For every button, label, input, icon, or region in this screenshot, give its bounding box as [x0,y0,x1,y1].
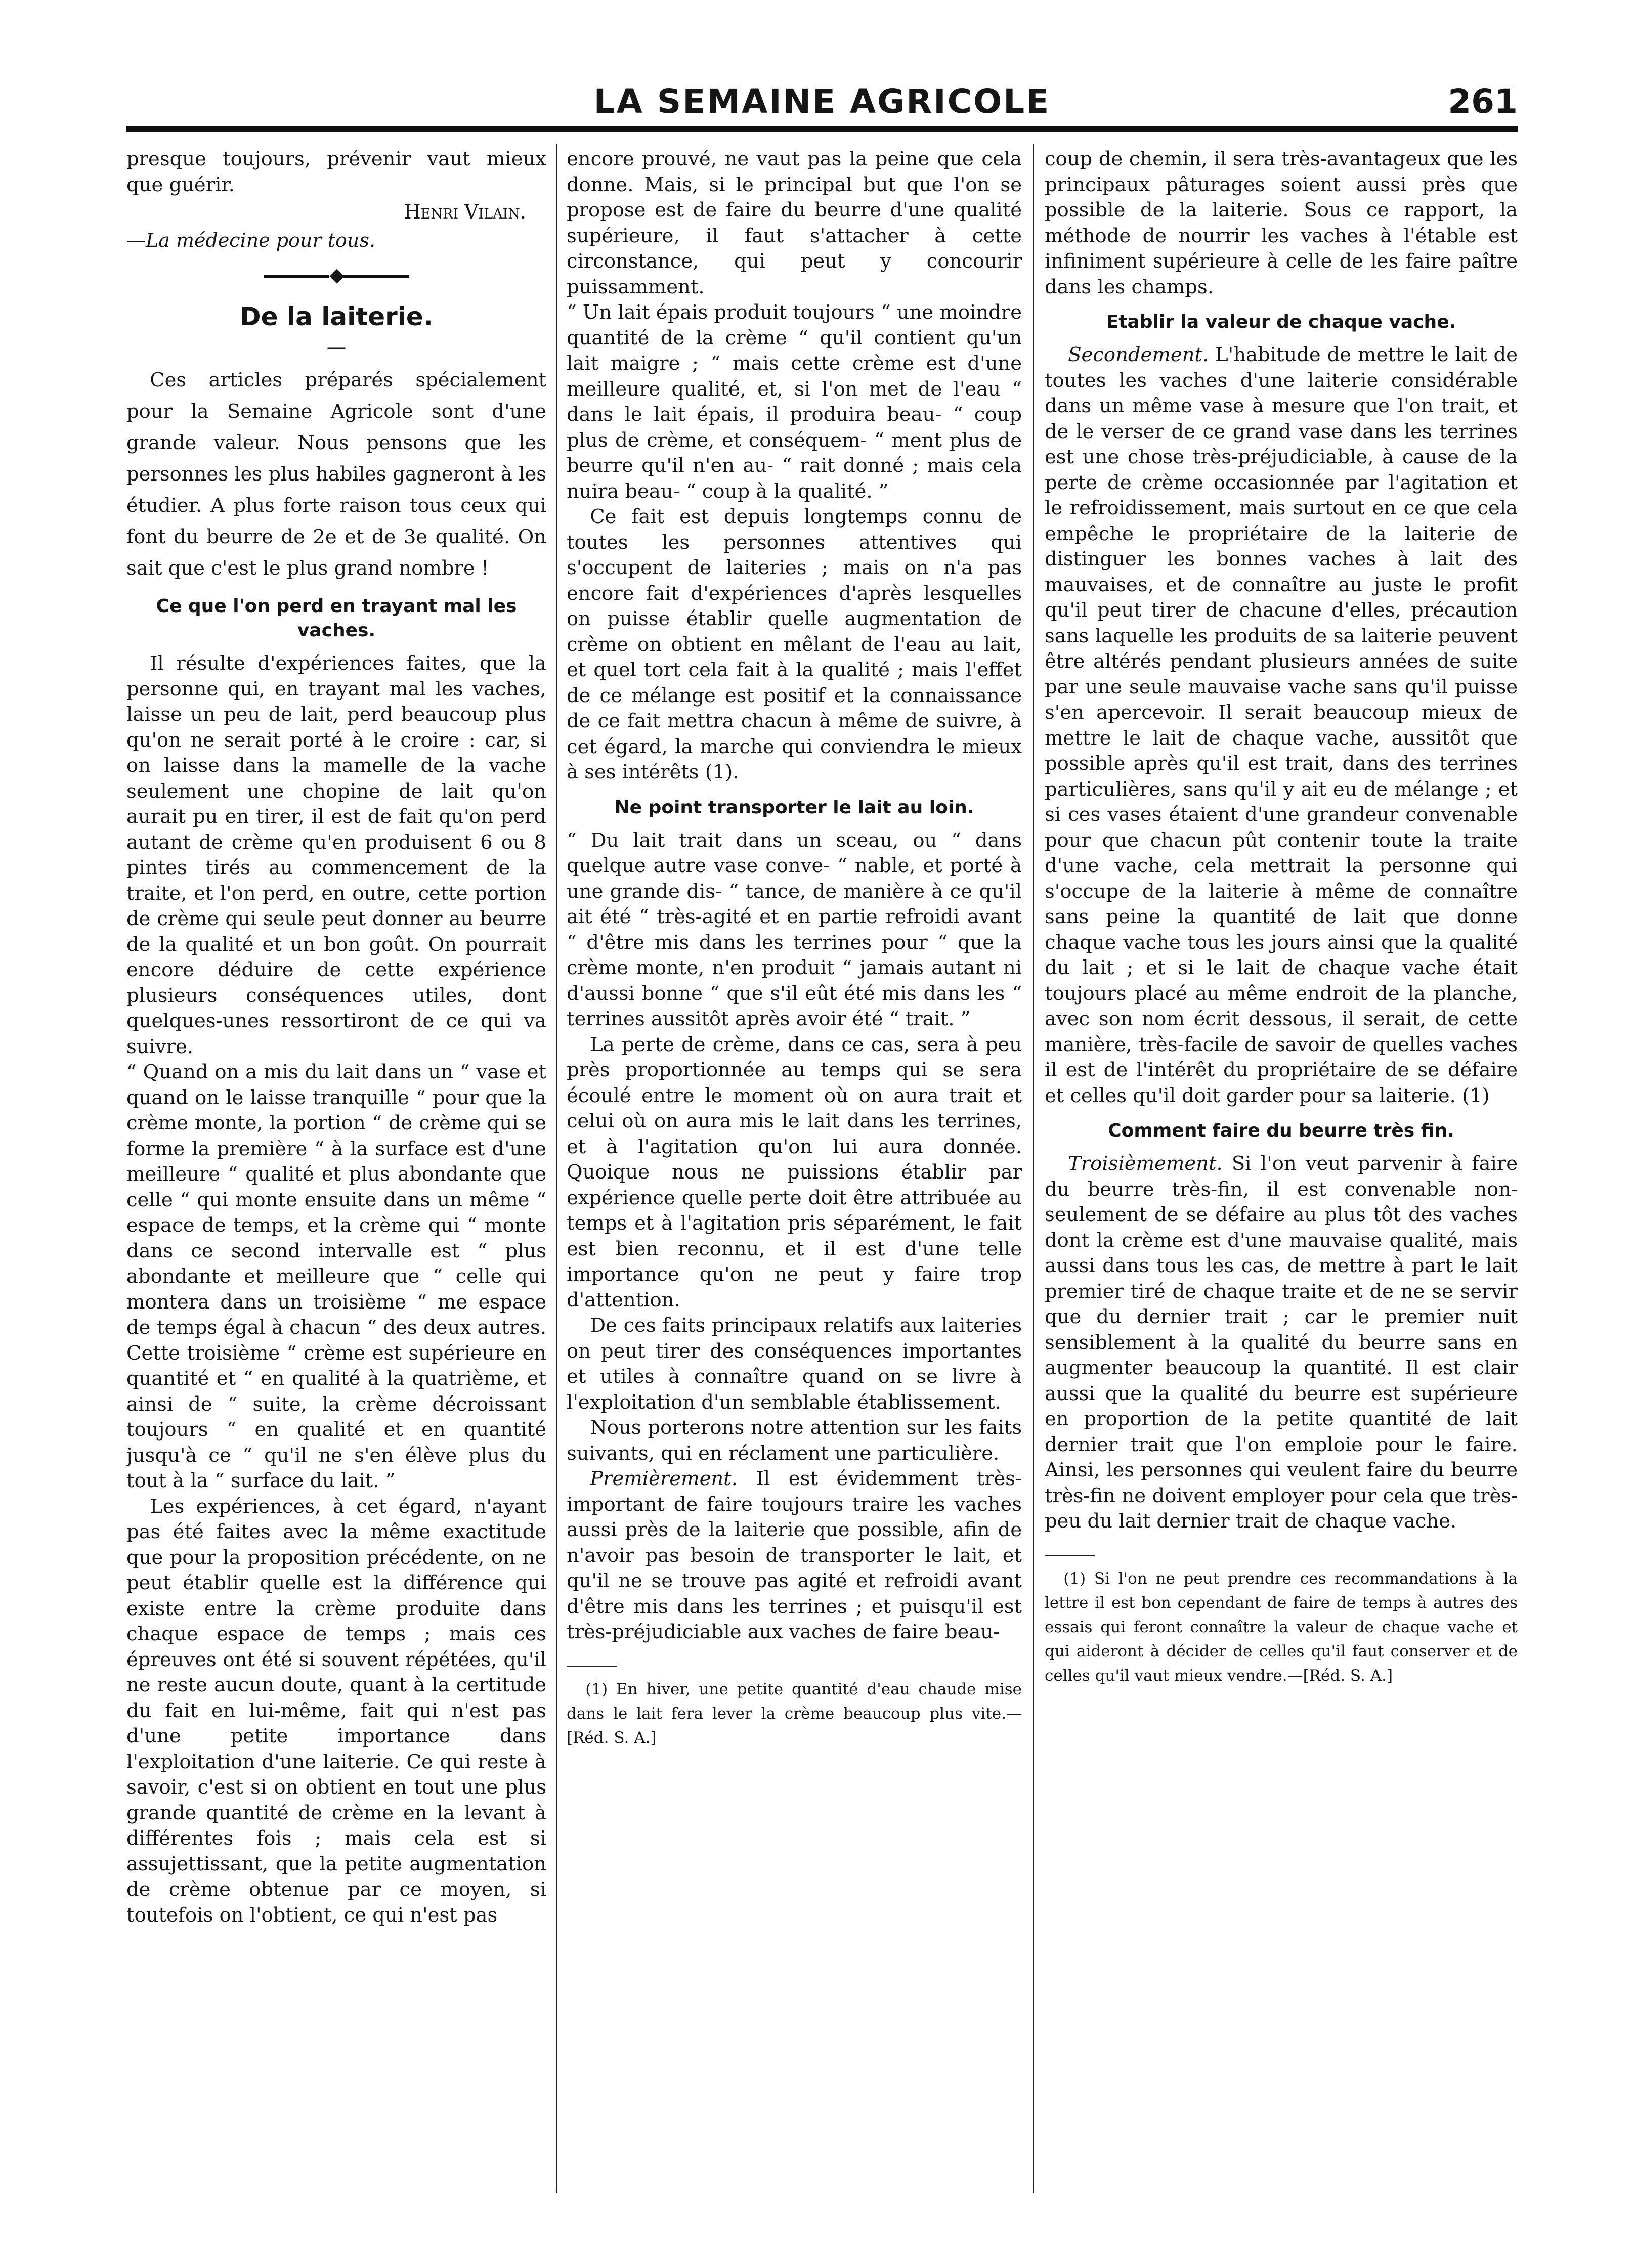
column-3 [1045,147,1518,2185]
subheading: Comment faire du beurre très fin. [1108,1120,1454,1141]
paragraph: Les expériences, à cet égard, n'ayant pas été faites avec la même exactitude que pour la proposition précédente, on ne peut établir quelle est la différence qui existe entre la crème produite dans chaque espace de temps ; mais ces épreuves ont été si souvent répétées, qu'il ne reste aucun doute, quant à la certitude du fait en lui-même, fait qui n'est pas d'une petite importance dans l'exploitation d'une laiterie. Ce qui reste à savoir, c'est si on obtient en tout une plus grande quantité de crème en la levant à différentes fois ; mais cela est si assujettissant, que la petite augmentation de crème obtenue par ce moyen, si toutefois on l'obtient, ce qui n'est pas [126,1495,546,1927]
paragraph: encore prouvé, ne vaut pas la peine que cela donne. Mais, si le principal but que l'on se propose est de faire du beurre d'une qualité supérieure, il faut s'attacher à cette circonstance, qui peut y concourir puissamment. [567,148,1022,298]
paragraph-text: Si l'on veut parvenir à faire du beurre très-fin, il est convenable non-seulement de se défaire au plus tôt des vaches dont la crème est d'une mauvaise qualité, mais aussi dans tous les cas, de mettre à part le lait premier tiré de chaque traite et de ne se servir que du dernier trait ; car le premier nuit sensiblement à la qualité du beurre sans en augmenter beaucoup la quantité. Il est clair aussi que la qualité du beurre est supérieure en proportion de la petite quantité de lait dernier trait que l'on emploie pour le faire. Ainsi, les personnes qui veulent faire du beurre très-fin ne doivent employer pour cela que très-peu du lait dernier trait de chaque vache. [1045,1152,1518,1533]
column-divider-2 [1033,144,1034,2193]
author-signature: Henri Vilain. [404,201,526,223]
page-number: 261 [1448,82,1518,121]
paragraph: presque toujours, prévenir vaut mieux que guérir. [126,148,546,196]
paragraph [1045,1151,1518,1535]
subheading: Ne point transporter le lait au loin. [614,797,974,818]
paragraph-text: L'habitude de mettre le lait de toutes les vaches d'une laiterie considérable dans un même vase à mesure que l'on trait, et de le verser de ce grand vase dans les terrines est une chose très-préjudiciable, à cause de la perte de crème occasionnée par l'agitation et le refroidissement, mais surtout en ce que cela empêche le propriétaire de la laiterie de distinguer les bonnes vaches à lait des mauvaises, et de connaître au juste le profit qu'il peut tirer de chacune d'elles, précaution sans laquelle les produits de sa laiterie peuvent être altérés pendant plusieurs années de suite par une seule mauvaise vache sans qu'il puisse s'en apercevoir. Il serait beaucoup mieux de mettre le lait de chaque vache, aussitôt que possible après qu'il est trait, dans des terrines particulières, sans qu'il y ait eu de mélange ; et si ces vases étaient d'une grandeur convenable pour que chacun pût contenir toute la traite d'une vache, cela mettrait la personne qui s'occupe de la laiterie à même de connaître sans peine la quantité de lait que donne chaque vache tous les jours ainsi que la qualité du lait ; et si le lait de chaque vache était toujours placé au même endroit de la planche, avec son nom écrit dessous, il serait, de cette manière, très-facile de savoir de quelles vaches il est de l'intérêt du propriétaire de se défaire et celles qu'il doit garder pour sa laiterie. (1) [1045,343,1518,1107]
column-1 [126,147,546,2185]
footnote: (1) En hiver, une petite quantité d'eau chaude mise dans le lait fera lever la crème beaucoup plus vite.—[Réd. S. A.] [567,1680,1022,1747]
paragraph: Nous porterons notre attention sur les faits suivants, qui en réclament une particulière. [567,1416,1022,1465]
source-credit: —La médecine pour tous. [126,229,375,251]
paragraph-text: Il est évidemment très-important de faire toujours traire les vaches aussi près de la laiterie que possible, afin de n'avoir pas besoin de transporter le lait, et qu'il ne se trouve pas agité et refroidi avant d'être mis dans les terrines ; et puisqu'il est très-préjudiciable aux vaches de faire beau- [567,1467,1022,1643]
lead-word: Troisièmement. [1068,1152,1223,1175]
section-dash: — [326,336,347,359]
quotation: “ Quand on a mis du lait dans un “ vase et quand on le laisse tranquille “ pour que la crème monte, la portion “ de crème qui se forme la première “ à la surface est d'une meilleure “ qualité et plus abondante que celle “ qui monte ensuite dans un même “ espace de temps, et la crème qui “ monte dans ce second intervalle est “ plus abondante et meilleure que “ celle qui montera dans un troisième “ me espace de temps égal à chacun “ des deux autres. Cette troisième “ crème est supérieure en quantité et “ en qualité à la quatrième, et ainsi de “ suite, la crème décroissant toujours “ en qualité et en quantité jusqu'à ce “ qu'il ne s'en élève plus du tout à la “ surface du lait. ” [126,1061,546,1492]
ornament-divider: ◆ [126,259,546,290]
footnote-rule [567,1666,617,1667]
header-rule [126,126,1518,132]
intro-paragraph: Ces articles préparés spécialement pour la Semaine Agricole sont d'une grande valeur. Nous pensons que les personnes les plus habiles gagneront à les étudier. A plus forte raison tous ceux qui font du beurre de 2e et de 3e qualité. On sait que c'est le plus grand nombre ! [126,369,546,580]
column-2 [567,147,1022,2185]
publication-title: LA SEMAINE AGRICOLE [593,82,1051,121]
paragraph: Ce fait est depuis longtemps connu de toutes les personnes attentives qui s'occupent de laiteries ; mais on n'a pas encore fait d'expériences d'après lesquelles on puisse établir quelle augmentation de crème on obtient en mêlant de l'eau au lait, et quel tort cela fait à la qualité ; mais l'effet de ce mélange est positif et la connaissance de ce fait mettra chacun à même de suivre, à cet égard, la marche qui conviendra le mieux à ses intérêts (1). [567,505,1022,783]
footnote-rule [1045,1555,1095,1556]
section-title: De la laiterie. [240,302,433,331]
lead-word: Secondement. [1068,343,1209,366]
paragraph: De ces faits principaux relatifs aux laiteries on peut tirer des conséquences importantes et utiles à connaître quand on se livre à l'exploitation d'un semblable établissement. [567,1314,1022,1414]
subheading: Etablir la valeur de chaque vache. [1106,312,1456,332]
subheading: Ce que l'on perd en trayant mal les vaches. [156,596,517,641]
paragraph [1045,342,1518,1109]
paragraph: Il résulte d'expériences faites, que la personne qui, en trayant mal les vaches, laisse un peu de lait, perd beaucoup plus qu'on ne serait porté à le croire : car, si on laisse dans la mamelle de la vache seulement une chopine de lait qu'on aurait pu en tirer, il est de fait qu'on perd autant de crème qu'en produisent 6 ou 8 pintes tirés au commencement de la traite, et l'on perd, en outre, cette portion de crème qui seule peut donner au beurre de la qualité et un bon goût. On pourrait encore déduire de cette expérience plusieurs conséquences utiles, dont quelques-unes ressortiront de ce qui va suivre. [126,652,546,1058]
paragraph: La perte de crème, dans ce cas, sera à peu près proportionnée au temps qui se sera écoulé entre le moment où on aura trait et celui où on aura mis le lait dans les terrines, et à l'agitation qu'on lui aura donnée. Quoique nous ne puissions établir par expérience quelle perte doit être attribuée au temps et à l'agitation pris séparément, le fait est bien reconnu, et il est d'une telle importance qu'on ne peut y faire trop d'attention. [567,1033,1022,1312]
quotation: “ Du lait trait dans un sceau, ou “ dans quelque autre vase conve- “ nable, et porté à une grande dis- “ tance, de manière à ce qu'il ait été “ très-agité et en partie refroidi avant “ d'être mis dans les terrines pour “ que la crème monte, n'en produit “ jamais autant ni d'aussi bonne “ que s'il eût été mis dans les “ terrines aussitôt après avoir été “ trait. ” [567,828,1022,1030]
lead-word: Premièrement. [590,1467,738,1490]
paragraph [567,1466,1022,1645]
paragraph: coup de chemin, il sera très-avantageux que les principaux pâturages soient aussi près que possible de la laiterie. Sous ce rapport, la méthode de nourrir les vaches à l'étable est infiniment supérieure à celle de les faire paître dans les champs. [1045,148,1518,298]
footnote: (1) Si l'on ne peut prendre ces recommandations à la lettre il est bon cependant de faire de temps à autres des essais qui feront connaître la valeur de chaque vache et qui aideront à décider de celles qu'il faut conserver et de celles qu'il vaut mieux vendre.—[Réd. S. A.] [1045,1569,1518,1685]
column-divider-1 [556,144,557,2193]
quotation: “ Un lait épais produit toujours “ une moindre quantité de la crème “ qu'il contient qu'un lait maigre ; “ mais cette crème est d'une meilleure qualité, et, si l'on met de l'eau “ dans le lait épais, il produira beau- “ coup plus de crème, et conséquem- “ ment plus de beurre qu'il n'en au- “ rait donné ; mais cela nuira beau- “ coup à la qualité. ” [567,301,1022,503]
page-header [126,71,1518,126]
